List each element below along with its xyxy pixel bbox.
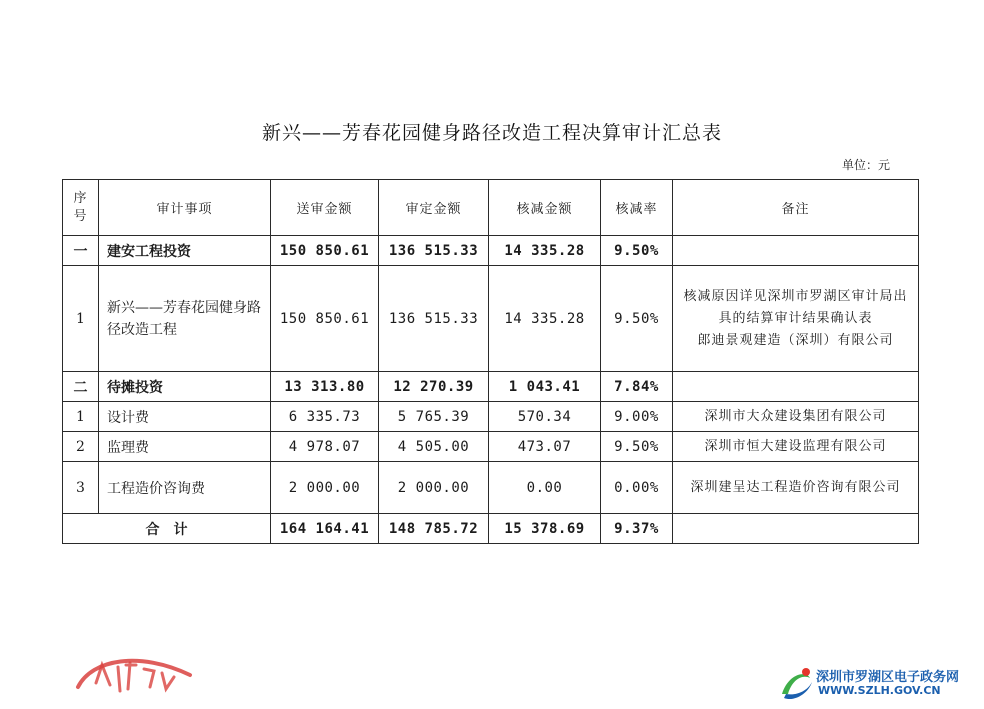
unit-label: 单位：元 — [841, 158, 890, 172]
row-submitted: 150 850.61 — [271, 236, 379, 266]
table-row — [63, 372, 919, 402]
row-item: 设计费 — [99, 402, 271, 432]
table-row — [63, 462, 919, 514]
row-remark — [673, 266, 919, 372]
red-seal-stamp — [70, 645, 200, 705]
table-row — [63, 266, 919, 372]
row-remark: 深圳建呈达工程造价咨询有限公司 — [673, 462, 919, 514]
header-reduced: 核减金额 — [489, 180, 601, 236]
remark-contractor: 郎迪景观建造（深圳）有限公司 — [697, 332, 894, 348]
row-submitted: 6 335.73 — [271, 402, 379, 432]
row-rate: 7.84% — [601, 372, 673, 402]
table-row — [63, 402, 919, 432]
header-seq-line2: 号 — [73, 208, 88, 224]
row-rate: 9.50% — [601, 236, 673, 266]
table-row — [63, 236, 919, 266]
row-reduced: 473.07 — [489, 432, 601, 462]
row-submitted: 13 313.80 — [271, 372, 379, 402]
row-item: 监理费 — [99, 432, 271, 462]
header-row — [63, 180, 919, 236]
header-seq-line1: 序 — [73, 190, 88, 206]
header-submitted: 送审金额 — [271, 180, 379, 236]
total-reduced: 15 378.69 — [489, 514, 601, 544]
total-rate: 9.37% — [601, 514, 673, 544]
row-submitted: 150 850.61 — [271, 266, 379, 372]
document-title: 新兴——芳春花园健身路径改造工程决算审计汇总表 — [261, 122, 722, 144]
row-seq: 二 — [63, 372, 99, 402]
row-reduced: 14 335.28 — [489, 266, 601, 372]
row-item: 待摊投资 — [99, 372, 271, 402]
row-reduced: 0.00 — [489, 462, 601, 514]
header-seq — [63, 180, 99, 236]
row-rate: 9.50% — [601, 432, 673, 462]
row-reduced: 570.34 — [489, 402, 601, 432]
header-remark: 备注 — [673, 180, 919, 236]
row-rate: 9.00% — [601, 402, 673, 432]
row-approved: 5 765.39 — [379, 402, 489, 432]
total-row — [63, 514, 919, 544]
row-seq: 2 — [63, 432, 99, 462]
row-remark — [673, 236, 919, 266]
logo-url: WWW.SZLH.GOV.CN — [818, 684, 941, 697]
row-item: 新兴——芳春花园健身路径改造工程 — [99, 266, 271, 372]
row-approved: 12 270.39 — [379, 372, 489, 402]
row-remark — [673, 372, 919, 402]
header-item: 审计事项 — [99, 180, 271, 236]
row-reduced: 1 043.41 — [489, 372, 601, 402]
row-approved: 4 505.00 — [379, 432, 489, 462]
header-rate: 核减率 — [601, 180, 673, 236]
row-seq: 3 — [63, 462, 99, 514]
row-rate: 9.50% — [601, 266, 673, 372]
total-approved: 148 785.72 — [379, 514, 489, 544]
remark-reason: 核减原因详见深圳市罗湖区审计局出具的结算审计结果确认表 — [683, 288, 908, 326]
total-submitted: 164 164.41 — [271, 514, 379, 544]
swoosh-logo-icon — [778, 664, 814, 704]
row-submitted: 2 000.00 — [271, 462, 379, 514]
total-remark — [673, 514, 919, 544]
row-seq: 一 — [63, 236, 99, 266]
row-item: 工程造价咨询费 — [99, 462, 271, 514]
total-label: 合 计 — [63, 514, 271, 544]
logo-title: 深圳市罗湖区电子政务网 — [816, 670, 960, 685]
row-approved: 2 000.00 — [379, 462, 489, 514]
row-reduced: 14 335.28 — [489, 236, 601, 266]
row-approved: 136 515.33 — [379, 266, 489, 372]
row-approved: 136 515.33 — [379, 236, 489, 266]
row-seq: 1 — [63, 266, 99, 372]
header-approved: 审定金额 — [379, 180, 489, 236]
row-rate: 0.00% — [601, 462, 673, 514]
row-remark: 深圳市大众建设集团有限公司 — [673, 402, 919, 432]
table-row — [63, 432, 919, 462]
row-remark: 深圳市恒大建设监理有限公司 — [673, 432, 919, 462]
row-item: 建安工程投资 — [99, 236, 271, 266]
audit-summary-table — [62, 179, 919, 544]
luohu-egov-logo — [778, 664, 978, 704]
row-seq: 1 — [63, 402, 99, 432]
row-submitted: 4 978.07 — [271, 432, 379, 462]
